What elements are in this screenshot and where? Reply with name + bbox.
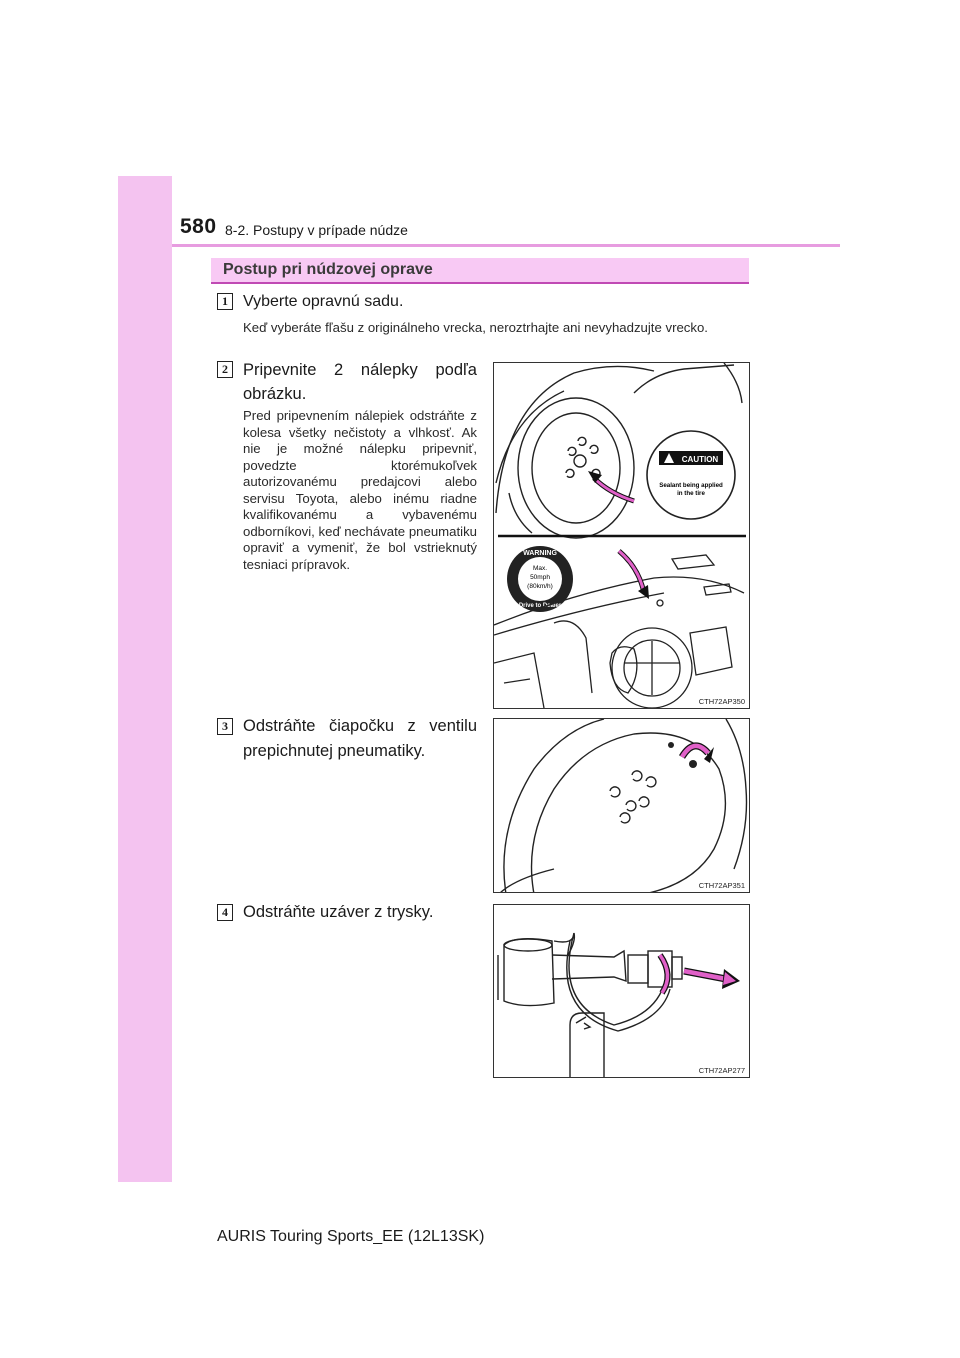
figure-valve-cap	[493, 718, 750, 893]
footer-model: AURIS Touring Sports_EE (12L13SK)	[217, 1228, 485, 1245]
step-number-2: 2	[217, 361, 233, 378]
step-3-title: Odstráňte čiapočku z ventilu prepichnutej pneumatiky.	[243, 717, 477, 760]
figure-1-code: CTH72AP350	[698, 697, 745, 706]
warning-label: WARNING	[523, 550, 557, 557]
warning-speed-kmh: (80km/h)	[527, 583, 553, 590]
header-rule	[172, 244, 840, 247]
sticker-caution-label: CAUTION	[681, 455, 719, 464]
step-2-note: Pred pripevnením nálepiek odstráňte z kolesa všetky nečistoty a vlhkosť. Ak nie je možné nálepku pripevniť, povedzte ktorémukoľvek autorizovanému predajcovi alebo servisu Toyota, alebo inému riadne kvalifikovanému a vybavenému odborníkovi, keď nechávate pneumatiku opraviť a vymeniť, že bol vstrieknutý tesniaci prípravok.	[243, 408, 477, 572]
valve-cap-illustration	[494, 719, 750, 893]
sticker-line-2: in the tire	[677, 490, 705, 497]
nozzle-cap-illustration	[494, 905, 750, 1078]
figure-stickers	[493, 362, 750, 709]
page-number: 580	[180, 215, 217, 238]
step-number-1: 1	[217, 293, 233, 310]
figure-2-code: CTH72AP351	[698, 881, 745, 890]
step-number-3: 3	[217, 718, 233, 735]
figure-nozzle-cap	[493, 904, 750, 1078]
step-4-title: Odstráňte uzáver z trysky.	[243, 903, 434, 921]
step-1-note: Keď vyberáte fľašu z originálneho vrecka, neroztrhajte ani nevyhadzujte vrecko.	[243, 320, 708, 335]
running-head: 8-2. Postupy v prípade núdze	[225, 222, 408, 238]
warning-speed-mph: 50mph	[530, 574, 550, 581]
step-2-title: Pripevnite 2 nálepky podľa obrázku.	[243, 361, 477, 403]
step-number-4: 4	[217, 904, 233, 921]
sticker-line-1: Sealant being applied	[659, 482, 723, 489]
figure-3-code: CTH72AP277	[698, 1066, 745, 1075]
side-color-band	[118, 176, 172, 1182]
step-1-title: Vyberte opravnú sadu.	[243, 293, 404, 310]
stickers-illustration	[494, 363, 750, 709]
warning-max: Max.	[532, 565, 548, 572]
warning-bottom-text: Drive to Dealer	[518, 603, 562, 609]
section-title: Postup pri núdzovej oprave	[223, 261, 433, 278]
section-title-bar	[211, 258, 749, 284]
